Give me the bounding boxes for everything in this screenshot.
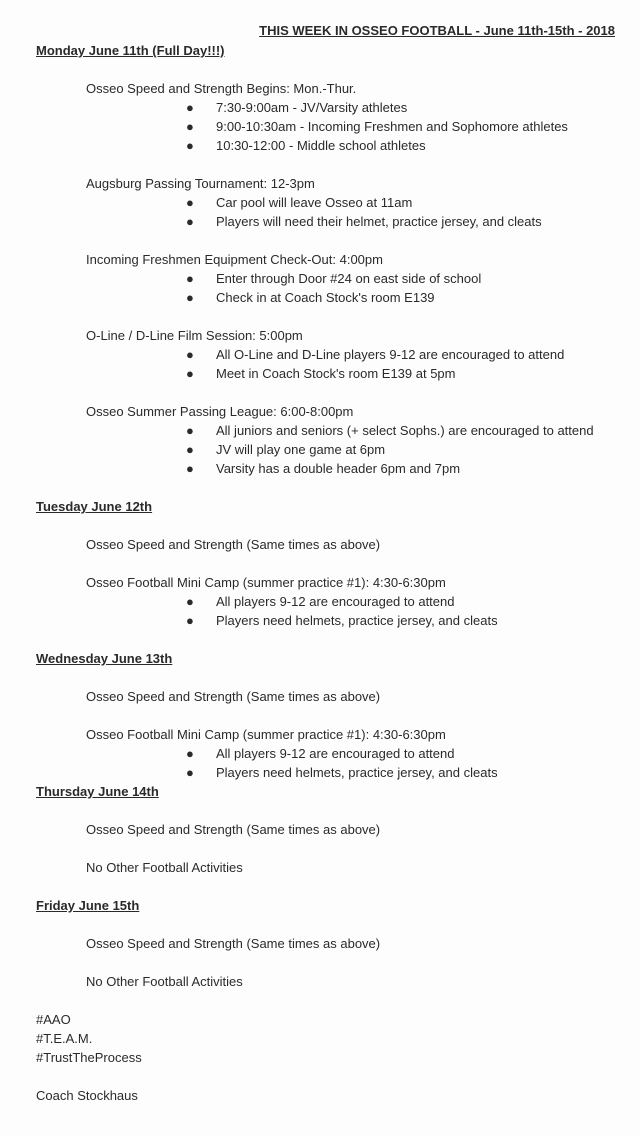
event-block [86, 250, 630, 307]
event-title: No Other Football Activities [86, 974, 243, 989]
bullet-dot-icon: ● [186, 271, 194, 286]
bullet-dot-icon: ● [186, 100, 194, 115]
bullet-dot-icon: ● [186, 214, 194, 229]
day-heading: Monday June 11th (Full Day!!!) [36, 43, 225, 58]
bullet-item [86, 364, 630, 383]
bullet-dot-icon: ● [186, 366, 194, 381]
bullet-dot-icon: ● [186, 613, 194, 628]
bullet-text: 7:30-9:00am - JV/Varsity athletes [216, 100, 408, 115]
day-heading: Tuesday June 12th [36, 499, 153, 514]
day-heading: Thursday June 14th [36, 784, 159, 799]
bullet-list [86, 592, 630, 630]
event-block [86, 687, 630, 706]
bullet-text: Players need helmets, practice jersey, and cleats [216, 765, 498, 780]
day-section [36, 782, 630, 896]
bullet-text: All juniors and seniors (+ select Sophs.) are encouraged to attend [216, 423, 594, 438]
bullet-dot-icon: ● [186, 765, 194, 780]
hashtag: #T.E.A.M. [36, 1031, 93, 1046]
event-block [86, 573, 630, 630]
bullet-item [86, 98, 630, 117]
event-block [86, 820, 630, 839]
event-block [86, 402, 630, 478]
event-title: Osseo Speed and Strength (Same times as above) [86, 822, 381, 837]
event-block [86, 79, 630, 155]
bullet-item [86, 440, 630, 459]
bullet-text: 9:00-10:30am - Incoming Freshmen and Sophomore athletes [216, 119, 568, 134]
event-title: Incoming Freshmen Equipment Check-Out: 4:00pm [86, 252, 383, 267]
bullet-item [86, 117, 630, 136]
event-block [86, 858, 630, 877]
hashtag: #AAO [36, 1012, 71, 1027]
event-block [86, 934, 630, 953]
bullet-item [86, 288, 630, 307]
bullet-text: All O-Line and D-Line players 9-12 are encouraged to attend [216, 347, 565, 362]
bullet-list [86, 193, 630, 231]
bullet-item [86, 744, 630, 763]
bullet-dot-icon: ● [186, 461, 194, 476]
bullet-item [86, 193, 630, 212]
event-block [86, 535, 630, 554]
bullet-text: Varsity has a double header 6pm and 7pm [216, 461, 461, 476]
bullet-text: Meet in Coach Stock's room E139 at 5pm [216, 366, 456, 381]
bullet-item [86, 763, 630, 782]
bullet-dot-icon: ● [186, 119, 194, 134]
event-title: No Other Football Activities [86, 860, 243, 875]
event-title: Osseo Football Mini Camp (summer practice #1): 4:30-6:30pm [86, 727, 446, 742]
bullet-text: All players 9-12 are encouraged to attend [216, 746, 455, 761]
document-title: THIS WEEK IN OSSEO FOOTBALL - June 11th-15th - 2018 [259, 23, 615, 38]
day-section [36, 497, 630, 649]
bullet-text: 10:30-12:00 - Middle school athletes [216, 138, 426, 153]
day-section [36, 649, 630, 782]
bullet-text: All players 9-12 are encouraged to attend [216, 594, 455, 609]
bullet-list [86, 345, 630, 383]
bullet-dot-icon: ● [186, 347, 194, 362]
event-title: O-Line / D-Line Film Session: 5:00pm [86, 328, 303, 343]
bullet-dot-icon: ● [186, 290, 194, 305]
bullet-item [86, 459, 630, 478]
event-title: Osseo Speed and Strength (Same times as above) [86, 689, 381, 704]
bullet-list [86, 421, 630, 478]
bullet-text: Players need helmets, practice jersey, and cleats [216, 613, 498, 628]
bullet-list [86, 744, 630, 782]
bullet-item [86, 592, 630, 611]
event-title: Augsburg Passing Tournament: 12-3pm [86, 176, 315, 191]
bullet-item [86, 212, 630, 231]
bullet-dot-icon: ● [186, 746, 194, 761]
day-section [36, 41, 630, 497]
bullet-dot-icon: ● [186, 423, 194, 438]
event-block [86, 972, 630, 991]
event-title: Osseo Speed and Strength Begins: Mon.-Thur. [86, 81, 357, 96]
schedule-content [36, 41, 630, 1105]
event-title: Osseo Speed and Strength (Same times as above) [86, 936, 381, 951]
day-section [36, 896, 630, 1010]
footer [36, 1010, 630, 1105]
bullet-item [86, 345, 630, 364]
bullet-item [86, 269, 630, 288]
bullet-list [86, 98, 630, 155]
bullet-list [86, 269, 630, 307]
event-block [86, 326, 630, 383]
event-title: Osseo Football Mini Camp (summer practice #1): 4:30-6:30pm [86, 575, 446, 590]
bullet-item [86, 421, 630, 440]
bullet-text: Check in at Coach Stock's room E139 [216, 290, 435, 305]
hashtag: #TrustTheProcess [36, 1050, 142, 1065]
event-title: Osseo Speed and Strength (Same times as above) [86, 537, 381, 552]
event-block [86, 725, 630, 782]
bullet-dot-icon: ● [186, 138, 194, 153]
bullet-dot-icon: ● [186, 195, 194, 210]
day-heading: Wednesday June 13th [36, 651, 173, 666]
bullet-text: Enter through Door #24 on east side of school [216, 271, 482, 286]
bullet-item [86, 611, 630, 630]
bullet-text: Car pool will leave Osseo at 11am [216, 195, 413, 210]
day-heading: Friday June 15th [36, 898, 140, 913]
event-title: Osseo Summer Passing League: 6:00-8:00pm [86, 404, 354, 419]
signature: Coach Stockhaus [36, 1088, 138, 1103]
bullet-item [86, 136, 630, 155]
bullet-dot-icon: ● [186, 442, 194, 457]
bullet-text: Players will need their helmet, practice jersey, and cleats [216, 214, 542, 229]
bullet-text: JV will play one game at 6pm [216, 442, 386, 457]
bullet-dot-icon: ● [186, 594, 194, 609]
event-block [86, 174, 630, 231]
